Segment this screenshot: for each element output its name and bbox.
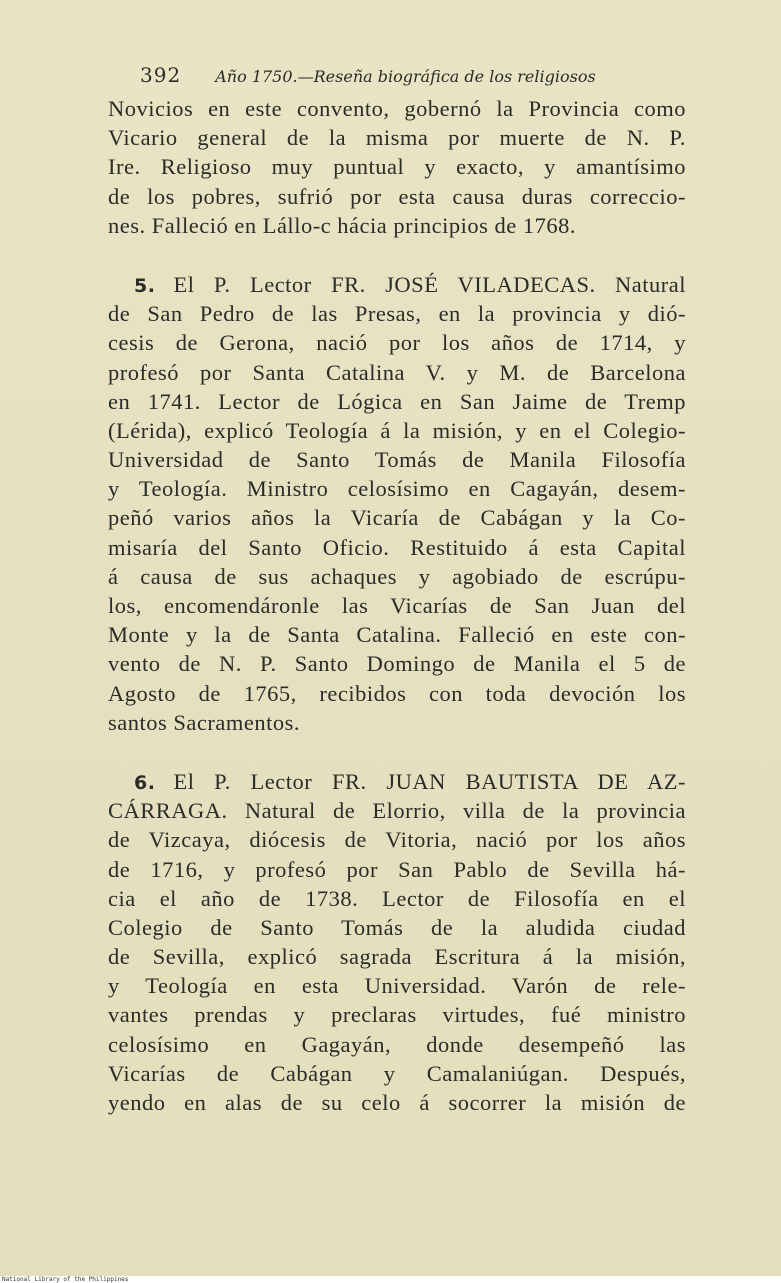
paragraph-number: 6.: [134, 771, 156, 794]
text-line: yendo en alas de su celo á socorrer la misión de: [108, 1090, 686, 1115]
text-line: El P. Lector FR. JUAN BAUTISTA DE AZ-: [173, 768, 686, 794]
text-line: cesis de Gerona, nació por los años de 1714, y: [108, 330, 686, 356]
paragraph: [108, 94, 686, 240]
text-line: Vicario general de la misma por muerte de N. P.: [108, 125, 686, 151]
text-line: de 1716, y profesó por San Pablo de Sevilla há-: [108, 856, 686, 882]
text-line: cia el año de 1738. Lector de Filosofía en el: [108, 885, 686, 911]
paragraph-6: [108, 767, 686, 1117]
text-line: santos Sacramentos.: [108, 709, 300, 735]
text-line: y Teología. Ministro celosísimo en Cagayán, desem-: [108, 476, 686, 502]
text-line: profesó por Santa Catalina V. y M. de Barcelona: [108, 359, 686, 385]
text-line-first: [108, 767, 686, 796]
running-title: Año 1750.—Reseña biográfica de los religiosos: [215, 67, 596, 86]
text-line: misaría del Santo Oficio. Restituido á esta Capital: [108, 534, 686, 560]
text-line-first: [108, 270, 686, 299]
text-line: á causa de sus achaques y agobiado de escrúpu-: [108, 563, 686, 589]
text-line: Agosto de 1765, recibidos con toda devoción los: [108, 680, 686, 706]
text-line: y Teología en esta Universidad. Varón de rele-: [108, 973, 686, 999]
text-line: los, encomendáronle las Vicarías de San Juan del: [108, 593, 686, 618]
paragraph-5: [108, 270, 686, 737]
text-line: vento de N. P. Santo Domingo de Manila el 5 de: [108, 651, 686, 677]
paragraph-number: 5.: [134, 274, 156, 297]
body-text: [108, 94, 686, 1117]
text-line: de Vizcaya, diócesis de Vitoria, nació por los años: [108, 827, 686, 853]
text-line: de San Pedro de las Presas, en la provincia y dió-: [108, 301, 686, 327]
text-line: peñó varios años la Vicaría de Cabágan y la Co-: [108, 505, 686, 531]
text-line: nes. Falleció en Lállo-c hácia principios de 1768.: [108, 212, 576, 238]
watermark-footer: National Library of the Philippines: [0, 1276, 781, 1283]
text-line: Ire. Religioso muy puntual y exacto, y amantísimo: [108, 154, 686, 180]
text-line: celosísimo en Gagayán, donde desempeñó las: [108, 1031, 686, 1057]
text-line: CÁRRAGA. Natural de Elorrio, villa de la provincia: [108, 798, 686, 824]
page-header: [140, 60, 700, 90]
text-line: (Lérida), explicó Teología á la misión, y en el Colegio-: [108, 417, 686, 443]
text-line: Novicios en este convento, gobernó la Provincia como: [108, 96, 686, 121]
text-line: Colegio de Santo Tomás de la aludida ciudad: [108, 914, 686, 940]
text-line: Universidad de Santo Tomás de Manila Filosofía: [108, 447, 686, 473]
text-line: en 1741. Lector de Lógica en San Jaime de Tremp: [108, 388, 686, 414]
text-line: Vicarías de Cabágan y Camalaniúgan. Después,: [108, 1060, 686, 1086]
text-line: Monte y la de Santa Catalina. Falleció en este con-: [108, 622, 686, 648]
text-line: El P. Lector FR. JOSÉ VILADECAS. Natural: [173, 271, 686, 297]
text-line: de los pobres, sufrió por esta causa duras correccio-: [108, 183, 686, 209]
text-line: de Sevilla, explicó sagrada Escritura á la misión,: [108, 944, 686, 970]
page-number: 392: [140, 63, 182, 87]
text-line: vantes prendas y preclaras virtudes, fué ministro: [108, 1002, 686, 1028]
